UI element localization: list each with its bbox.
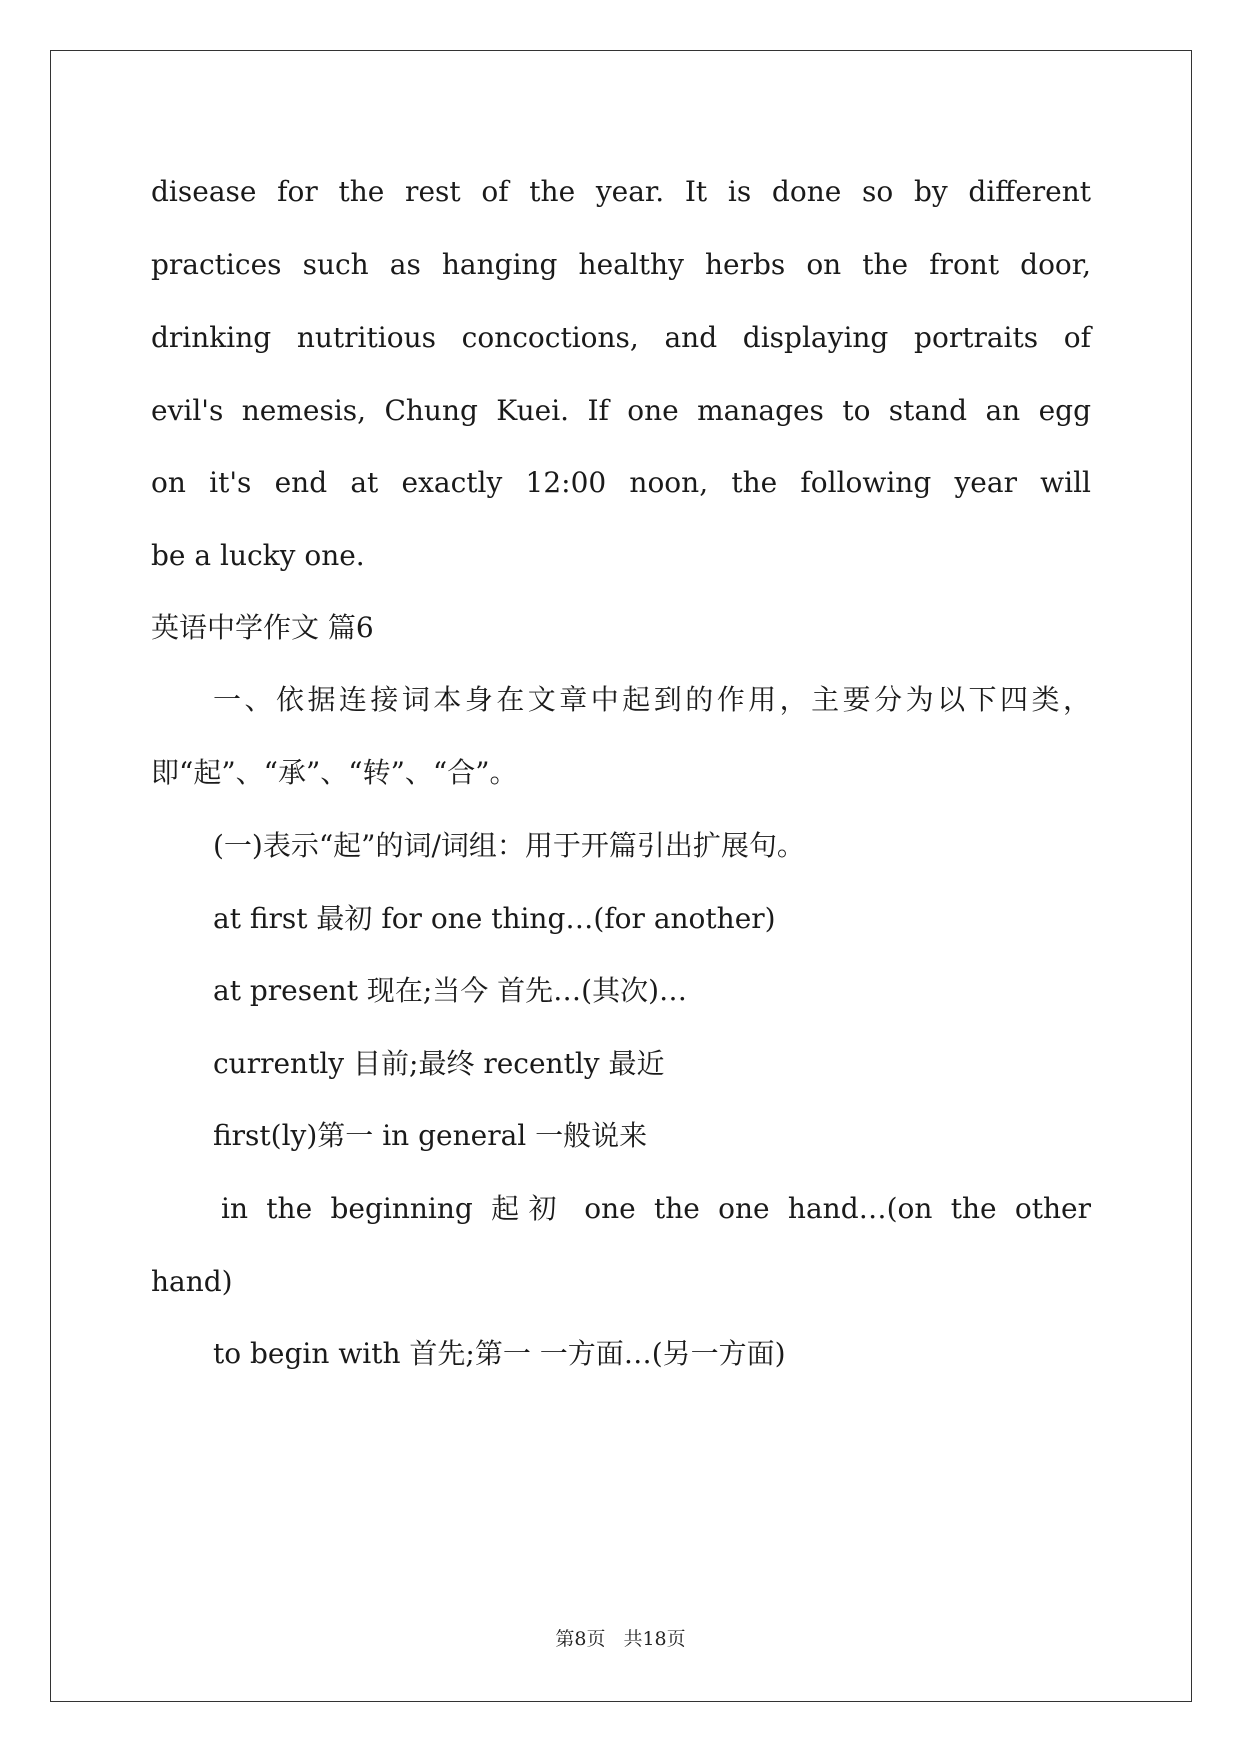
page-number: 第8页	[555, 1628, 606, 1650]
list-item: first(ly)第一 in general 一般说来	[213, 1119, 648, 1152]
list-item: at present 现在;当今 首先…(其次)…	[213, 974, 688, 1007]
page-border	[50, 50, 1192, 1702]
subheading: (一)表示“起”的词/词组：用于开篇引出扩展句。	[213, 829, 805, 862]
paragraph-line: on it's end at exactly 12:00 noon, the following year will	[151, 466, 1091, 499]
paragraph-line: 一、依据连接词本身在文章中起到的作用，主要分为以下四类，	[213, 683, 1091, 716]
page-footer	[0, 1626, 1241, 1652]
list-item: to begin with 首先;第一 一方面…(另一方面)	[213, 1337, 786, 1370]
list-item: currently 目前;最终 recently 最近	[213, 1047, 665, 1080]
list-item: at first 最初 for one thing…(for another)	[213, 902, 776, 935]
paragraph-line: practices such as hanging healthy herbs on the front door,	[151, 248, 1091, 281]
paragraph-line: disease for the rest of the year. It is done so by different	[151, 175, 1091, 208]
list-item-continuation: hand)	[151, 1265, 233, 1298]
paragraph-line: 即“起”、“承”、“转”、“合”。	[151, 756, 518, 789]
paragraph-line: evil's nemesis, Chung Kuei. If one manages to stand an egg	[151, 394, 1091, 427]
paragraph-line: drinking nutritious concoctions, and displaying portraits of	[151, 321, 1091, 354]
list-item: in the beginning 起初 one the one hand…(on the other	[221, 1192, 1091, 1225]
page-total: 共18页	[623, 1628, 686, 1650]
section-heading: 英语中学作文 篇6	[151, 611, 374, 644]
paragraph-line: be a lucky one.	[151, 539, 365, 572]
